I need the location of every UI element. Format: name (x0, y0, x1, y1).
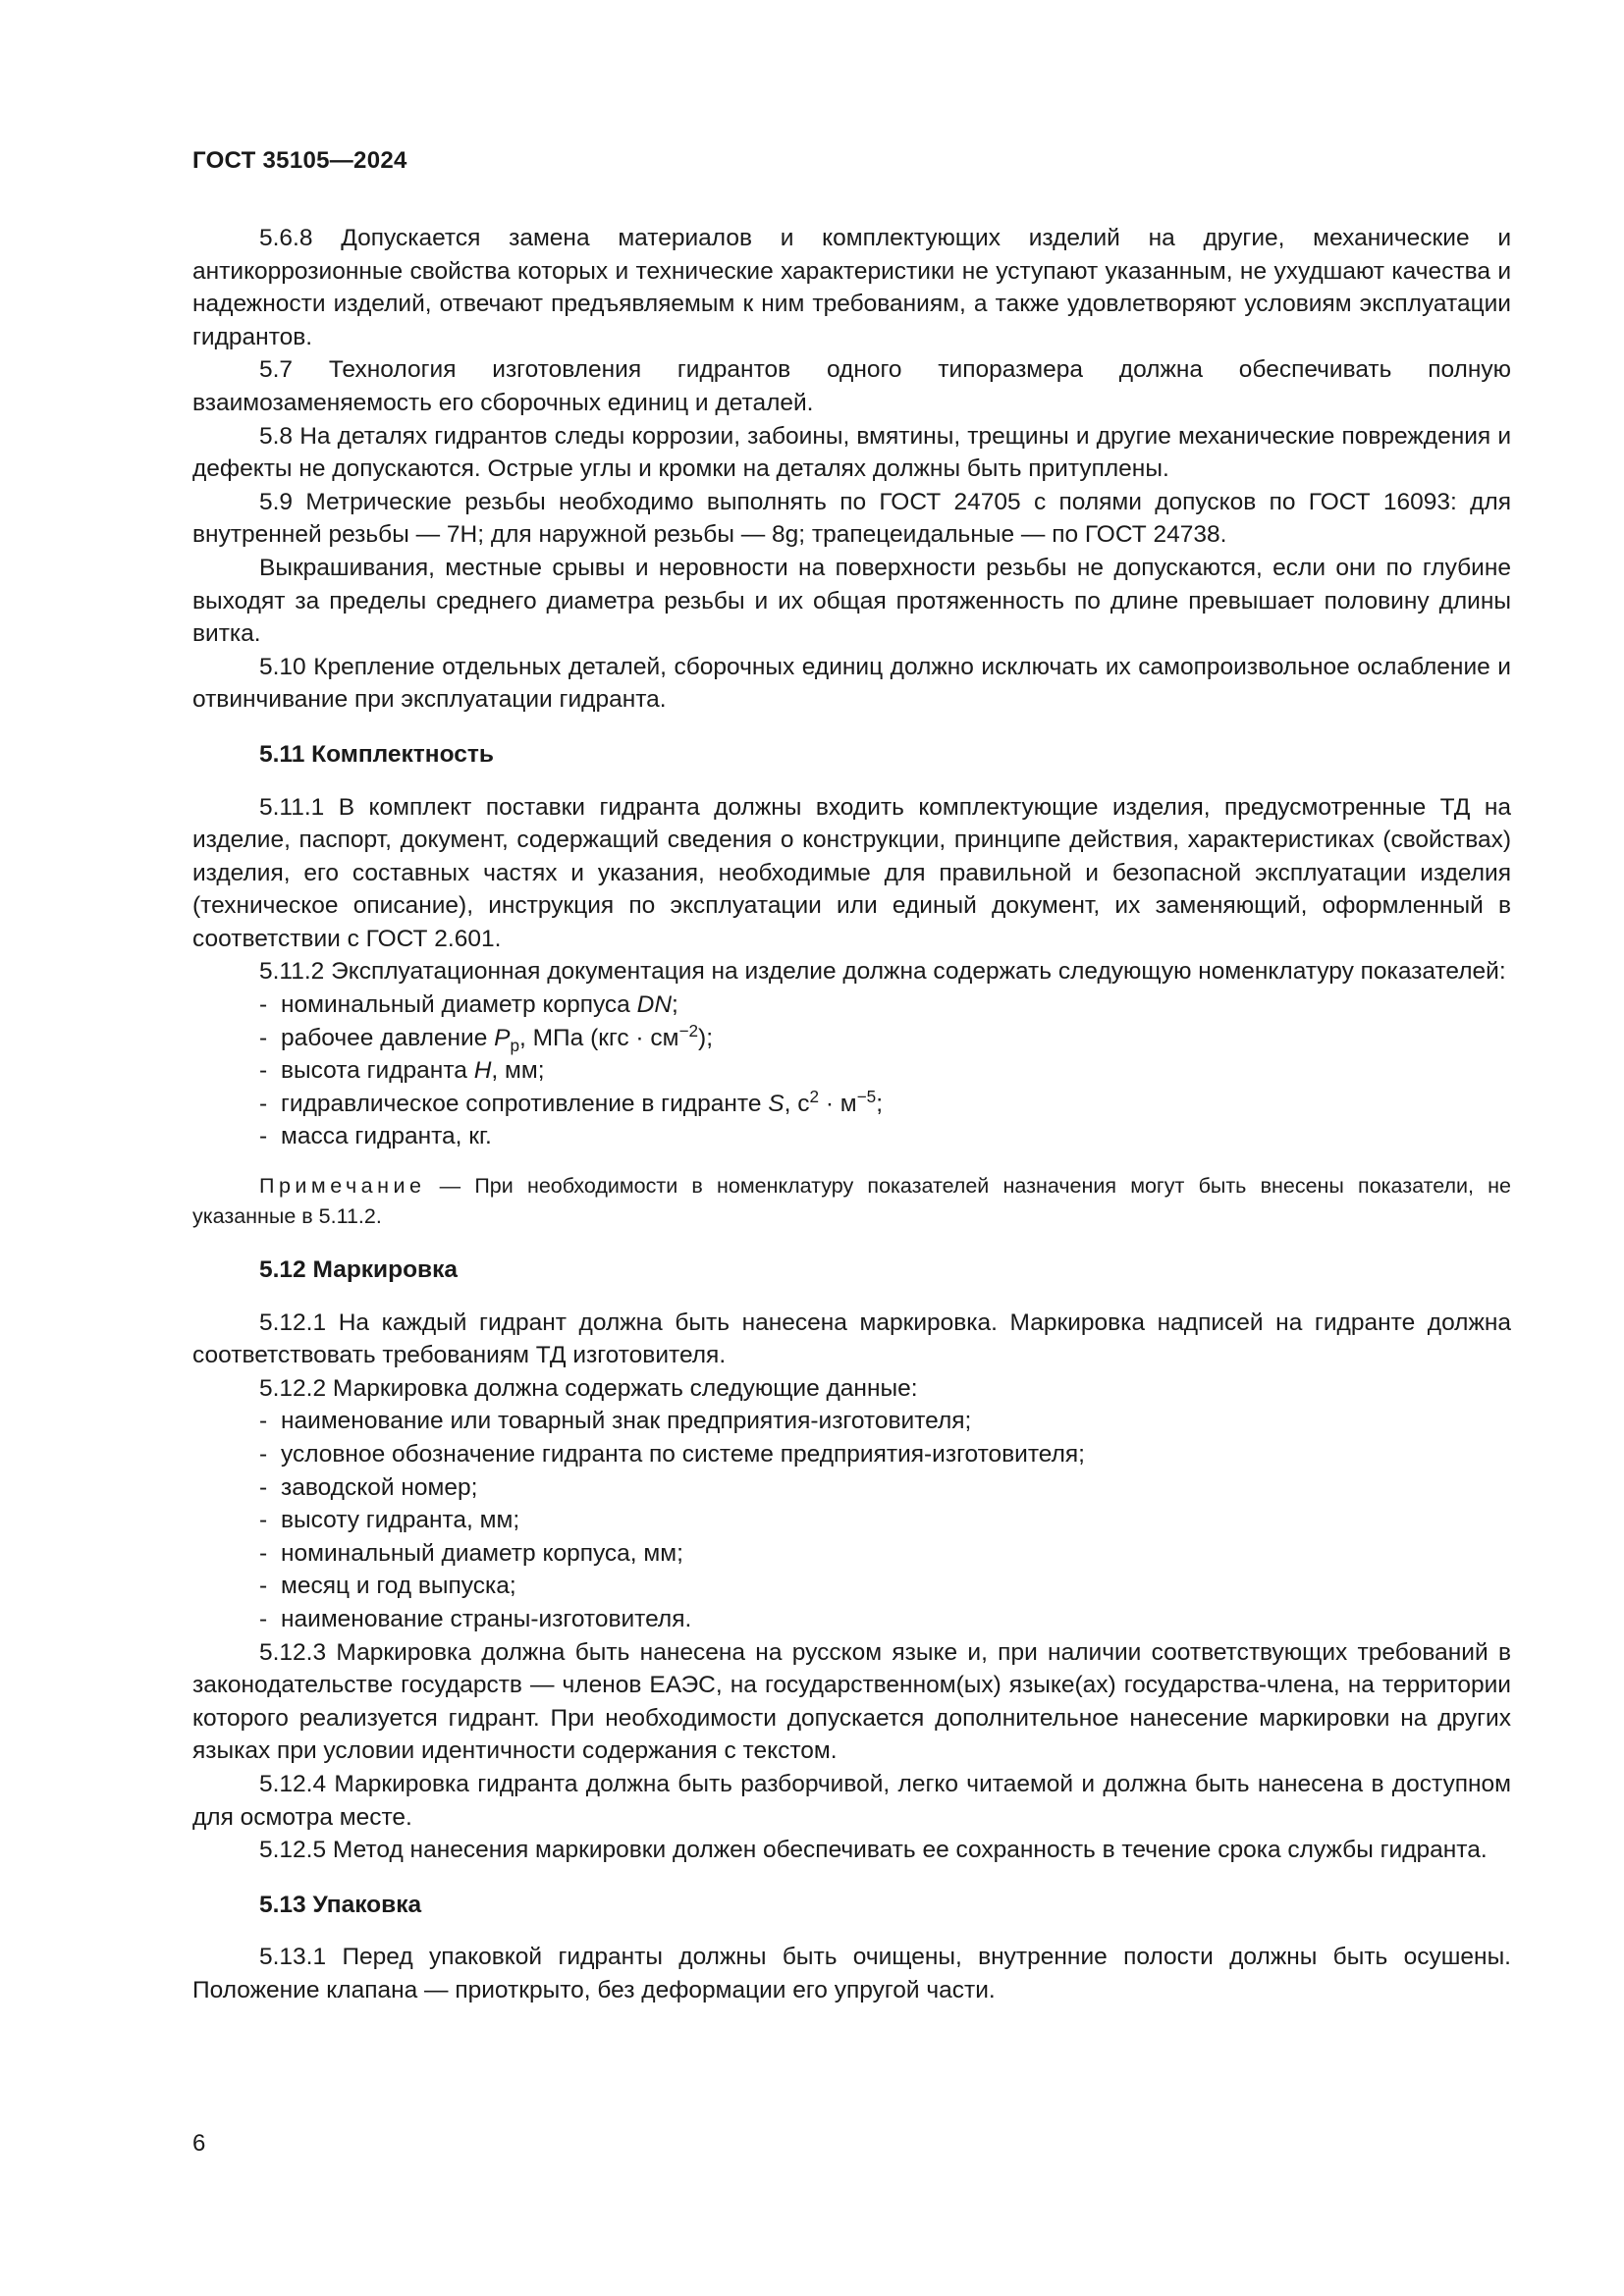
paragraph-5-12-2: 5.12.2 Маркировка должна содержать следующие данные: (259, 1374, 918, 1402)
note-text: — При необходимости в номенклатуру показателей назначения могут быть внесены показатели, не указанные в 5.11.2. (192, 1174, 1511, 1229)
paragraph-5-10: 5.10 Крепление отдельных деталей, сборочных единиц должно исключать их самопроизвольное ослабление и отвинчивание при эксплуатации гидранта. (192, 653, 1511, 714)
paragraph-5-7: 5.7 Технология изготовления гидрантов одного типоразмера должна обеспечивать полную взаимозаменяемость его сборочных единиц и деталей. (192, 356, 1511, 416)
paragraph-5-6-8: 5.6.8 Допускается замена материалов и комплектующих изделий на другие, механические и антикоррозионные свойства которых и технические характеристики не уступают указанным, не ухудшают качества и надежности изделий, отвечают предъявляемым к ним требованиям, а также удовлетворяют условиям эксплуатации гидрантов. (192, 225, 1511, 350)
paragraph-5-12-1: 5.12.1 На каждый гидрант должна быть нанесена маркировка. Маркировка надписей на гидранте должна соответствовать требованиям ТД изготовителя. (192, 1308, 1511, 1369)
list-item: - высоту гидранта, мм; (259, 1507, 520, 1534)
section-heading-5-12: 5.12 Маркировка (259, 1256, 458, 1284)
note (192, 1171, 1511, 1232)
list-item: - рабочее давление $P_р$, МПа $(кгс \cdot см^{-2})$; (259, 1020, 714, 1055)
list-item: - наименование страны-изготовителя. (259, 1605, 692, 1632)
paragraph-5-11-2: 5.11.2 Эксплуатационная документация на изделие должна содержать следующую номенклатуру показателей: (259, 958, 1506, 986)
marking-list (192, 1405, 1511, 1635)
paragraph-5-12-5: 5.12.5 Метод нанесения маркировки должен обеспечивать ее сохранность в течение срока службы гидранта. (259, 1837, 1488, 1864)
paragraph-5-9: 5.9 Метрические резьбы необходимо выполнять по ГОСТ 24705 с полями допусков по ГОСТ 16093: для внутренней резьбы — 7Н; для наружной резьбы — 8g; трапецеидальные — по ГОСТ 24738. (192, 488, 1511, 549)
list-item: - номинальный диаметр корпуса DN; (259, 991, 678, 1019)
paragraph-5-12-3: 5.12.3 Маркировка должна быть нанесена на русском языке и, при наличии соответствующих требований в законодательстве государств — членов ЕАЭС, на государственном(ых) языке(ах) государства-члена, на территории которого реализуется гидрант. При необходимости допускается дополнительное нанесение маркировки на других языках при условии идентичности содержания с текстом. (192, 1638, 1511, 1765)
document-header: ГОСТ 35105—2024 (192, 147, 407, 174)
page-content (192, 222, 1511, 2007)
section-heading-5-13: 5.13 Упаковка (259, 1891, 422, 1918)
indicator-list (192, 988, 1511, 1153)
page-number: 6 (192, 2130, 206, 2157)
note-label: Примечание (259, 1174, 426, 1199)
list-item: - условное обозначение гидранта по системе предприятия-изготовителя; (259, 1441, 1085, 1468)
paragraph-5-12-4: 5.12.4 Маркировка гидранта должна быть разборчивой, легко читаемой и должна быть нанесена в доступном для осмотра месте. (192, 1770, 1511, 1831)
list-item: - номинальный диаметр корпуса, мм; (259, 1539, 683, 1567)
list-item: - наименование или товарный знак предприятия-изготовителя; (259, 1408, 972, 1435)
list-item: - месяц и год выпуска; (259, 1573, 516, 1600)
paragraph-5-9-continued: Выкрашивания, местные срывы и неровности на поверхности резьбы не допускаются, если они по глубине выходят за пределы среднего диаметра резьбы и их общая протяженность по длине превышает половину длины витка. (192, 554, 1511, 648)
list-item: - масса гидранта, кг. (259, 1123, 492, 1150)
list-item: - заводской номер; (259, 1473, 478, 1501)
list-item: - гидравлическое сопротивление в гидранте S, $с^2 \cdot м^{-5}$; (259, 1086, 884, 1117)
paragraph-5-11-1: 5.11.1 В комплект поставки гидранта должны входить комплектующие изделия, предусмотренные ТД на изделие, паспорт, документ, содержащий сведения о конструкции, принципе действия, характеристиках (свойствах) изделия, его составных частях и указания, необходимые для правильной и безопасной эксплуатации изделия (техническое описание), инструкция по эксплуатации или единый документ, их заменяющий, оформленный в соответствии с ГОСТ 2.601. (192, 793, 1511, 952)
paragraph-5-8: 5.8 На деталях гидрантов следы коррозии, забоины, вмятины, трещины и другие механические повреждения и дефекты не допускаются. Острые углы и кромки на деталях должны быть притуплены. (192, 422, 1511, 483)
list-item: - высота гидранта H, мм; (259, 1057, 545, 1085)
paragraph-5-13-1: 5.13.1 Перед упаковкой гидранты должны быть очищены, внутренние полости должны быть осушены. Положение клапана — приоткрыто, без деформации его упругой части. (192, 1944, 1511, 2003)
section-heading-5-11: 5.11 Комплектность (259, 740, 494, 768)
